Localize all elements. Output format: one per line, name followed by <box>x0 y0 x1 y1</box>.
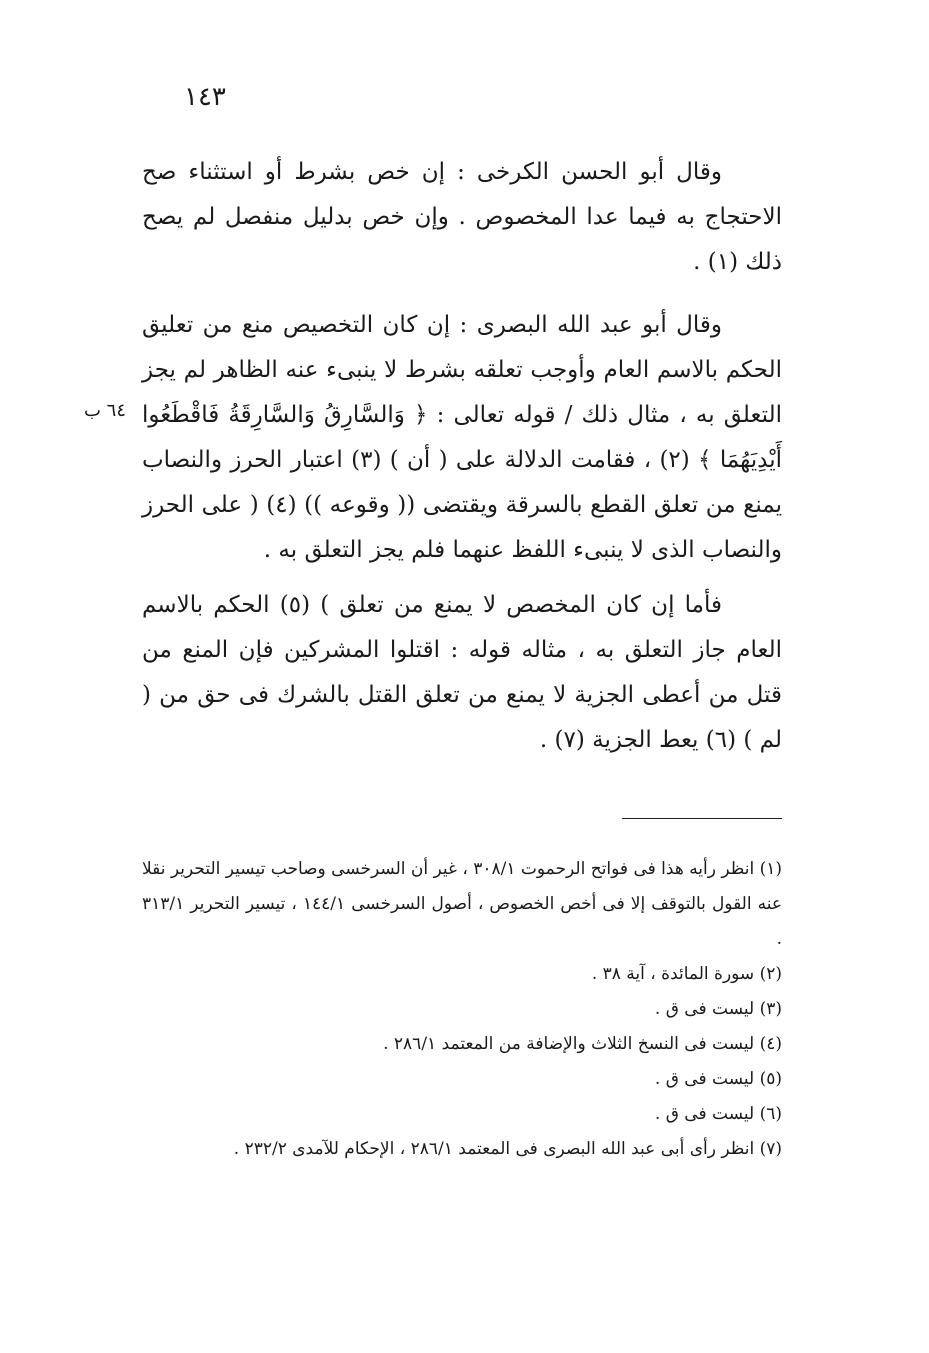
paragraph-2: وقال أبو عبد الله البصرى : إن كان التخصيص منع من تعليق الحكم بالاسم العام وأوجب تعلقه بشرط لا ينبىء عنه الظاهر لم يجز التعلق به ، مثال ذلك / قوله تعالى : ﴿ وَالسَّارِقُ وَالسَّارِقَةُ فَاقْطَعُوا أَيْدِيَهُمَا ﴾ (٢) ، فقامت الدلالة على ( أن ) (٣) اعتبار الحرز والنصاب يمنع من تعلق القطع بالسرقة ويقتضى (( وقوعه )) (٤) ( على الحرز والنصاب الذى لا ينبىء اللفظ عنهما فلم يجز التعلق به . <box>142 312 783 563</box>
paragraph-3: فأما إن كان المخصص لا يمنع من تعلق ) (٥) الحكم بالاسم العام جاز التعلق به ، مثاله قوله : اقتلوا المشركين فإن المنع من قتل من أعطى الجزية لا يمنع من تعلق القتل بالشرك فى حق من ( لم ) (٦) يعط الجزية (٧) . <box>142 592 782 753</box>
footnotes <box>142 852 782 1167</box>
footnote-1: (١) انظر رأيه هذا فى فواتح الرحموت ٣٠٨/١ ، غير أن السرخسى وصاحب تيسير التحرير نقلا عنه القول بالتوقف إلا فى أخص الخصوص ، أصول السرخسى ١٤٤/١ ، تيسير التحرير ٣١٣/١ . <box>142 859 782 949</box>
footnote-5: (٥) ليست فى ق . <box>654 1069 782 1089</box>
paragraph-1: وقال أبو الحسن الكرخى : إن خص بشرط أو استثناء صح الاحتجاج به فيما عدا المخصوص . وإن خص بدليل منفصل لم يصح ذلك (١) . <box>142 159 782 275</box>
footnote-2: (٢) سورة المائدة ، آية ٣٨ . <box>591 964 782 984</box>
page-number: ١٤٣ <box>184 82 226 112</box>
footnote-divider <box>622 818 782 819</box>
footnote-7: (٧) انظر رأى أبى عبد الله البصرى فى المعتمد ٢٨٦/١ ، الإحكام للآمدى ٢٣٢/٢ . <box>233 1139 782 1159</box>
margin-note: ٦٤ ب <box>84 400 127 421</box>
main-text <box>142 150 782 763</box>
footnote-3: (٣) ليست فى ق . <box>654 999 782 1019</box>
footnote-4: (٤) ليست فى النسخ الثلاث والإضافة من المعتمد ٢٨٦/١ . <box>383 1034 782 1054</box>
footnote-6: (٦) ليست فى ق . <box>654 1104 782 1124</box>
